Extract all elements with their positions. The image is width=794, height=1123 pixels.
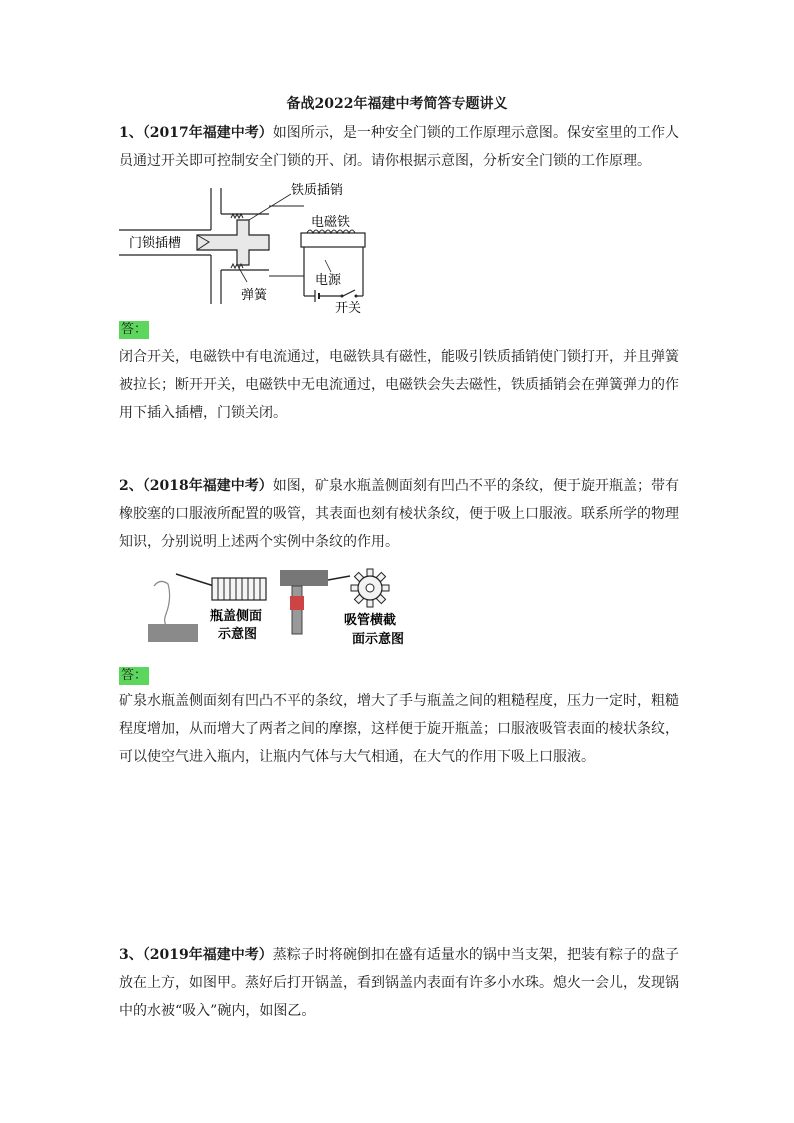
label-cap-line1: 瓶盖侧面 (210, 609, 263, 624)
document-title: 备战2022年福建中考简答专题讲义 (286, 96, 508, 112)
label-straw-line2: 面示意图 (352, 632, 405, 647)
label-iron-pin: 铁质插销 (291, 183, 344, 198)
bottle-cap-straw-figure (140, 566, 430, 656)
question-source: （2017年福建中考） (142, 125, 273, 141)
answer-badge: 答： (121, 668, 148, 683)
vial-top (280, 570, 328, 586)
hand-shadow (148, 624, 198, 642)
label-power-source: 电源 (315, 273, 342, 288)
question-number: 1、 (119, 125, 143, 141)
question-text: 蒸粽子时将碗倒扣在盛有适量水的锅中当支架，把装有粽子的盘子放在上方，如图甲。蒸好后打开锅盖，看到锅盖内表面有许多小水珠。熄火一会儿，发现锅中的水被“吸入”碗内，如图乙。 (119, 947, 680, 1019)
switch-lever (343, 290, 355, 296)
question-2 (119, 472, 679, 556)
question-source: （2019年福建中考） (142, 947, 273, 963)
question-text: 如图，矿泉水瓶盖侧面刻有凹凸不平的条纹，便于旋开瓶盖；带有橡胶塞的口服液所配置的吸管，其表面也刻有棱状条纹，便于吸上口服液。联系所学的物理知识，分别说明上述两个实例中条纹的作用。 (119, 478, 680, 550)
label-electromagnet: 电磁铁 (311, 215, 351, 230)
label-cap-line2: 示意图 (218, 627, 258, 642)
straw-cross-section-gear (351, 569, 389, 607)
electromagnet-core (301, 233, 365, 247)
straw-tip (290, 596, 304, 610)
label-lock-slot: 门锁插槽 (129, 236, 182, 251)
answer-2: 矿泉水瓶盖侧面刻有凹凸不平的条纹，增大了手与瓶盖之间的粗糙程度，压力一定时，粗糙程度增加，从而增大了两者之间的摩擦，这样便于旋开瓶盖；口服液吸管表面的棱状条纹，可以使空气进入瓶内，让瓶内气体与大气相通，在大气的作用下吸上口服液。 (119, 693, 679, 765)
spring-top-shape (231, 214, 243, 218)
bottle-cap-shape (212, 578, 266, 600)
question-text: 如图所示，是一种安全门锁的工作原理示意图。保安室里的工作人员通过开关即可控制安全门锁的开、闭。请你根据示意图，分析安全门锁的工作原理。 (119, 125, 680, 169)
label-straw-line1: 吸管横截 (344, 613, 397, 628)
answer-1: 闭合开关，电磁铁中有电流通过，电磁铁具有磁性，能吸引铁质插销使门锁打开，并且弹簧被拉长；断开开关，电磁铁中无电流通过，电磁铁会失去磁性，铁质插销会在弹簧弹力的作用下插入插槽，门锁关闭。 (119, 349, 679, 421)
hand-sketch (154, 581, 170, 630)
label-spring: 弹簧 (241, 288, 268, 303)
question-number: 3、 (119, 947, 143, 963)
question-1 (119, 119, 679, 175)
spring-bottom-shape (231, 264, 243, 268)
door-lock-diagram (119, 180, 379, 315)
pointer-line (328, 576, 350, 580)
question-source: （2018年福建中考） (142, 478, 273, 494)
pointer-line (176, 574, 214, 586)
question-3 (119, 941, 679, 1025)
answer-badge: 答： (121, 322, 148, 337)
question-number: 2、 (119, 478, 143, 494)
label-switch: 开关 (335, 301, 362, 315)
